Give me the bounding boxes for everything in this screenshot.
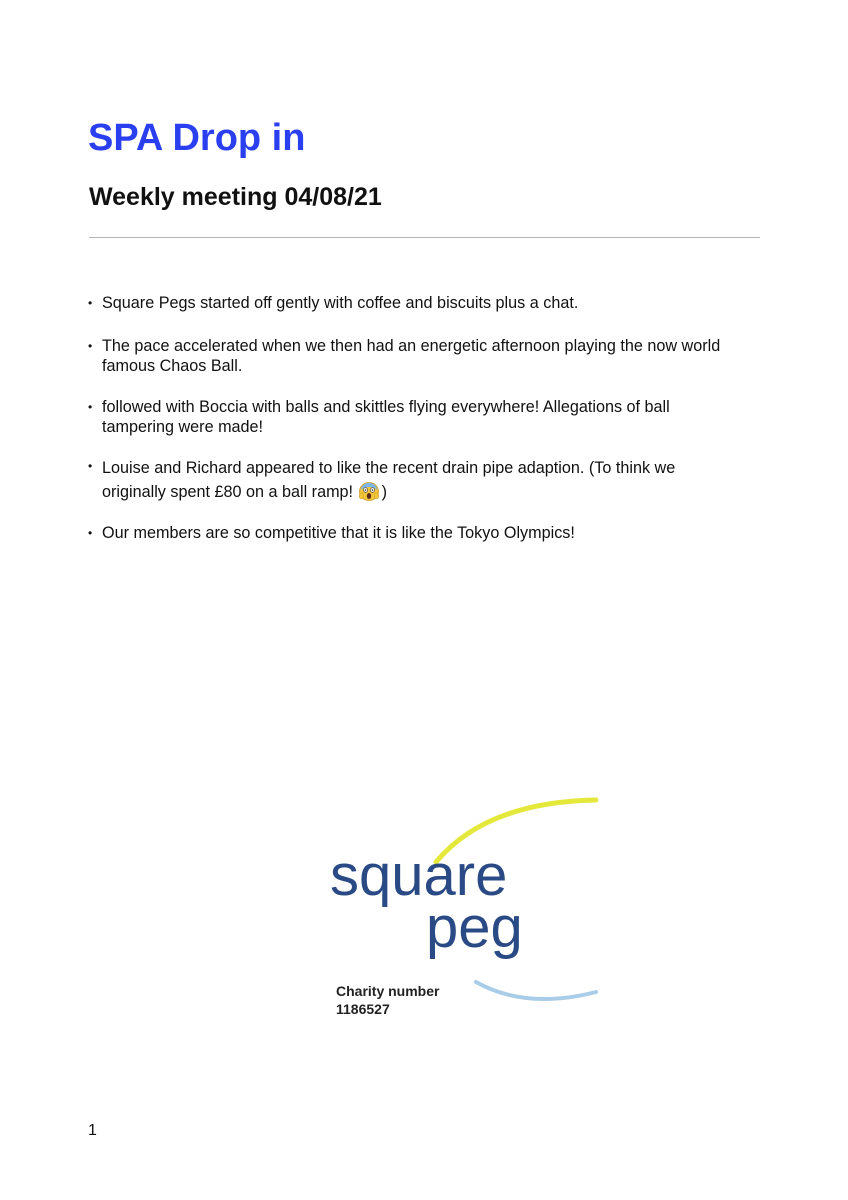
page-title: SPA Drop in (88, 117, 306, 159)
list-item-text-end: ) (381, 483, 387, 501)
charity-number-value: 1186527 (336, 1001, 390, 1017)
page-number: 1 (88, 1122, 97, 1139)
list-item-text: Our members are so competitive that it is like the Tokyo Olympics! (102, 524, 575, 542)
list-item-text: Square Pegs started off gently with coffee and biscuits plus a chat. (102, 294, 579, 312)
bullet-marker: • (88, 459, 93, 473)
screaming-face-emoji-icon (358, 481, 380, 501)
charity-number-label: Charity number (336, 983, 440, 999)
page-subtitle: Weekly meeting 04/08/21 (89, 183, 382, 211)
list-item (88, 397, 742, 437)
list-item (88, 293, 742, 313)
list-item (88, 456, 742, 504)
list-item (88, 523, 742, 543)
list-item (88, 336, 742, 376)
bullet-marker: • (88, 526, 93, 540)
list-item-text: Louise and Richard appeared to like the recent drain pipe adaption. (To think we originally spent £80 on a ball ramp! (102, 459, 676, 501)
logo-word-square: square (330, 843, 508, 908)
bullet-marker: • (88, 339, 93, 353)
bullet-marker: • (88, 400, 93, 414)
horizontal-divider (89, 237, 760, 238)
square-peg-logo (326, 792, 598, 1032)
logo-word-peg: peg (426, 895, 523, 960)
list-item-text: The pace accelerated when we then had an energetic afternoon playing the now world famous Chaos Ball. (102, 337, 721, 375)
bullet-marker: • (88, 296, 93, 310)
list-item-text: followed with Boccia with balls and skittles flying everywhere! Allegations of ball tampering were made! (102, 398, 670, 436)
